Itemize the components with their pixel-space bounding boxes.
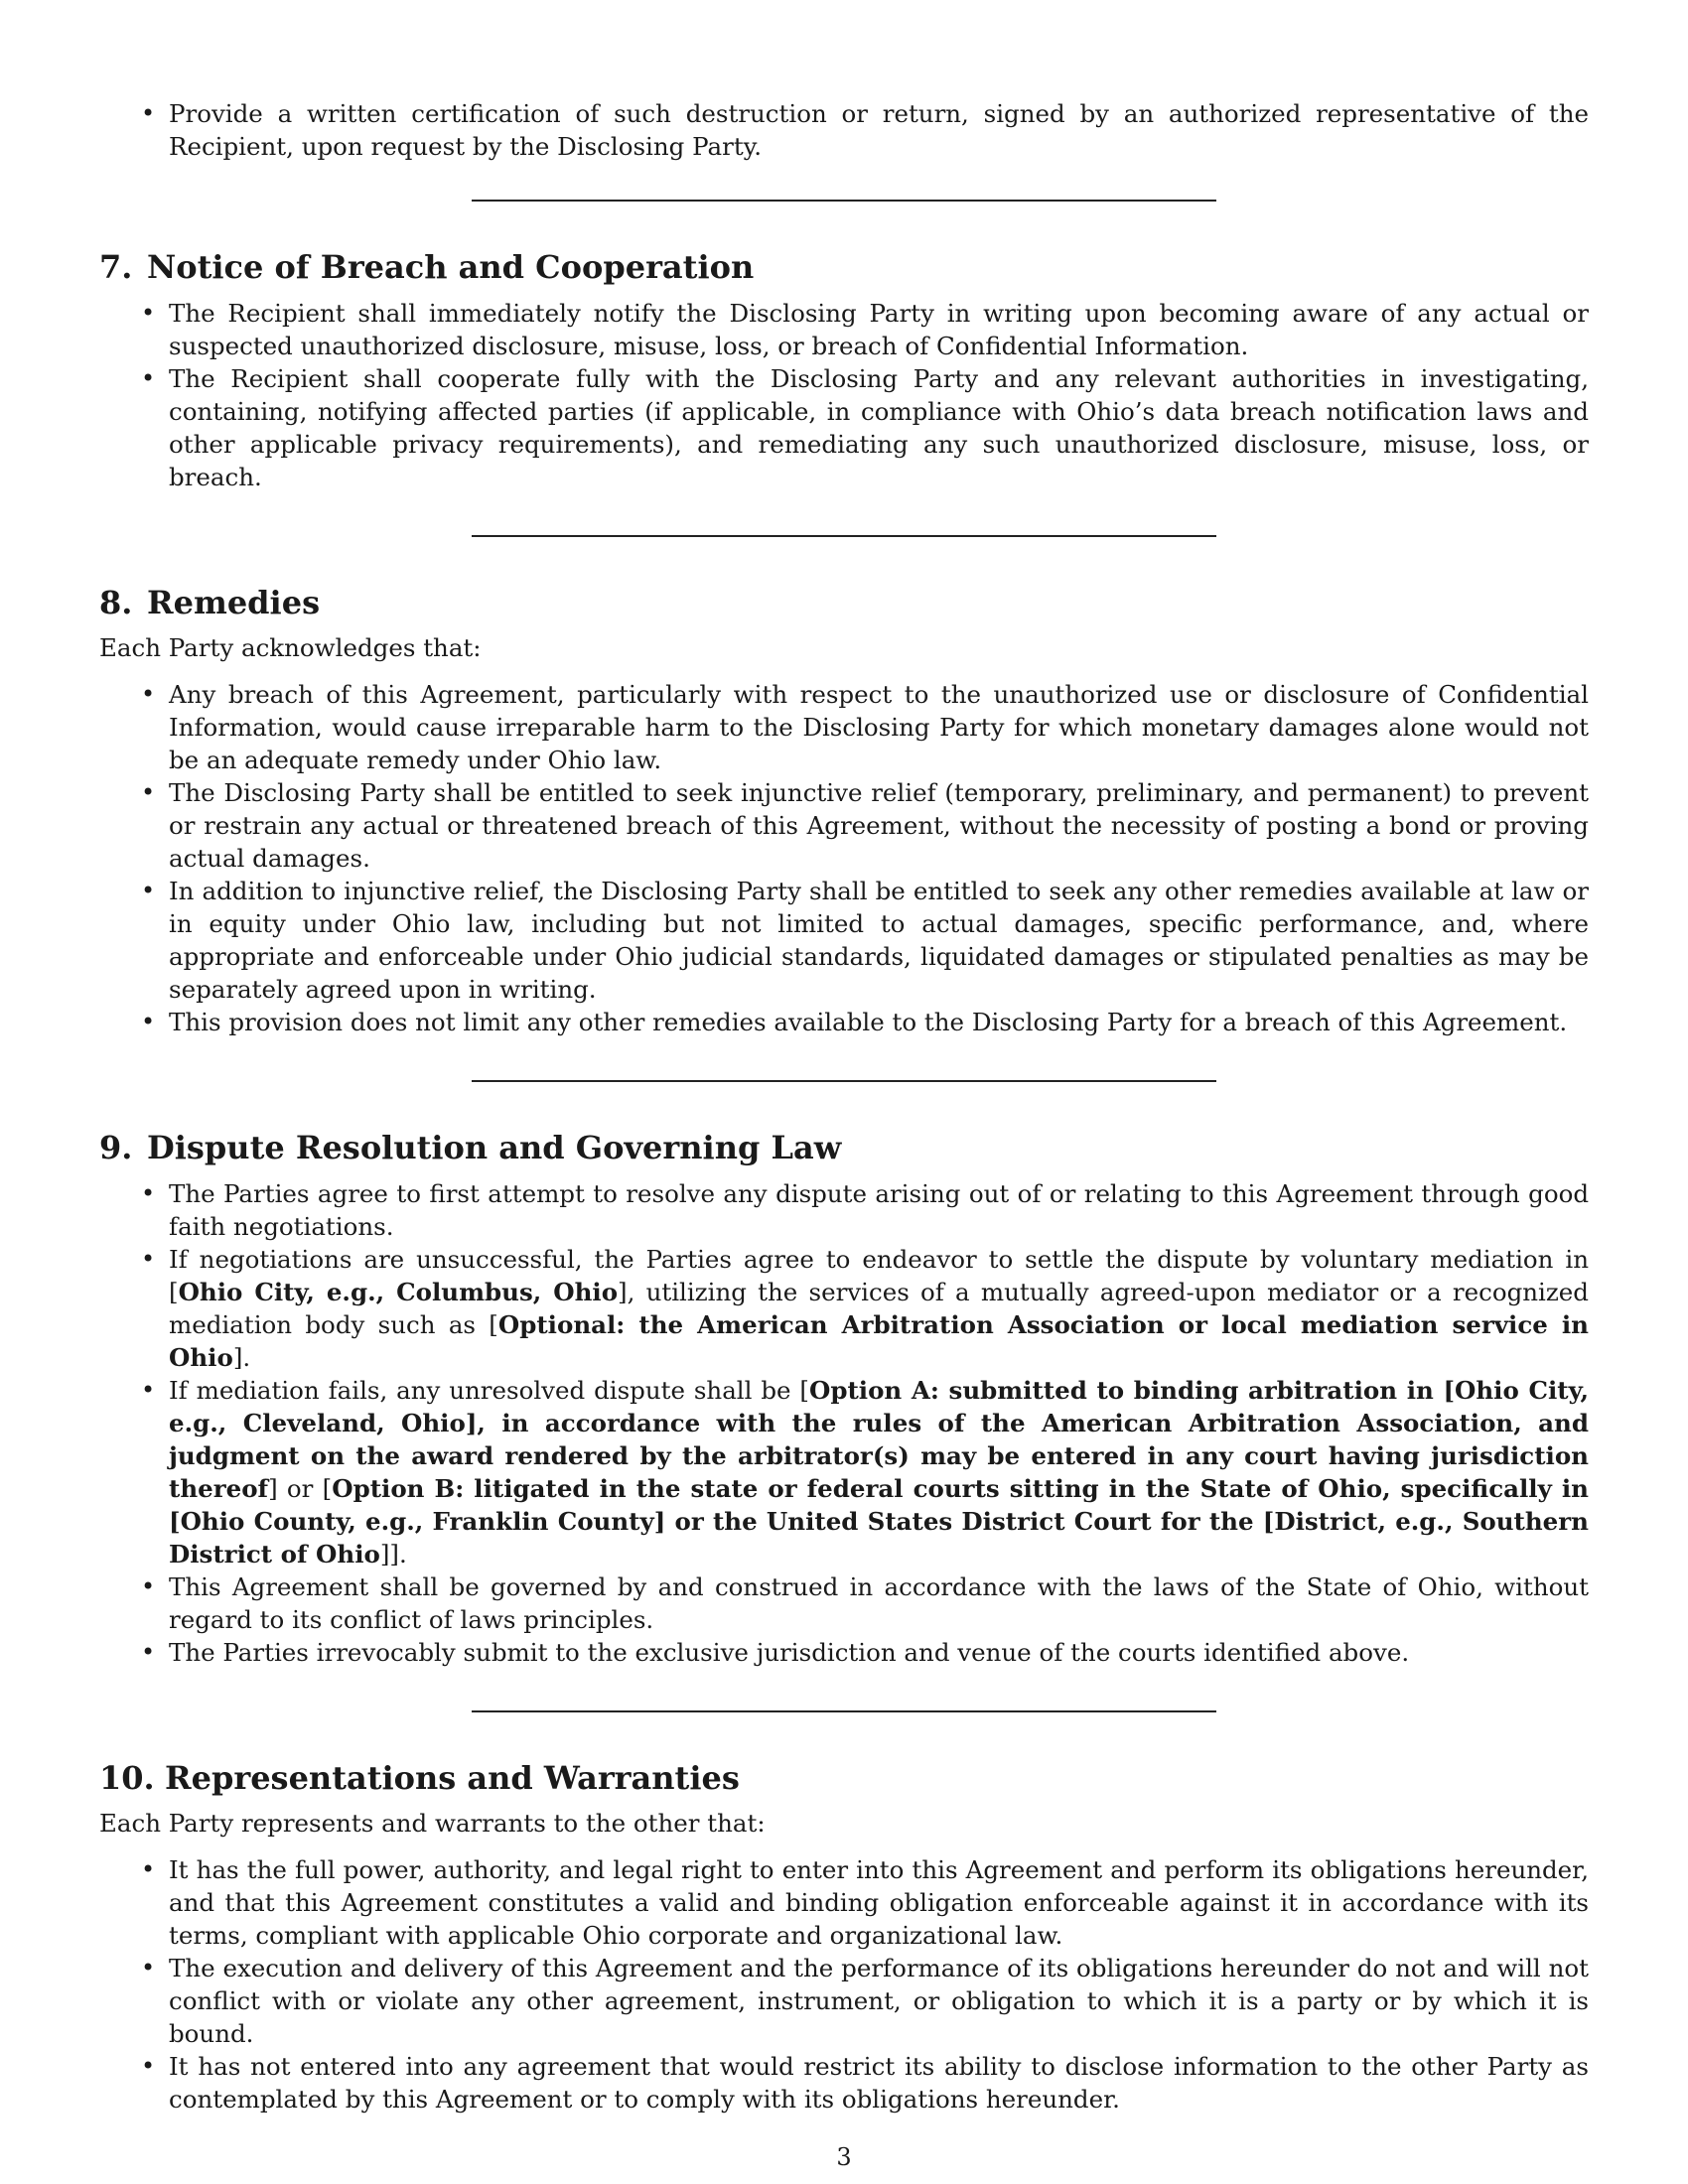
list-item <box>99 1243 1589 1374</box>
placeholder-option-a: Option A: submitted to binding arbitration in [Ohio City, e.g., Cleveland, Ohio], in accordance with the rules of the American Arbitration Association, and judgment on the award rendered by the arbitrator(s) may be entered in any court having jurisdiction thereof <box>169 1376 1589 1503</box>
document-page <box>99 97 1589 2116</box>
section-title: Representations and Warranties <box>165 1759 740 1797</box>
list-item <box>99 1374 1589 1570</box>
placeholder-option-b: Option B: litigated in the state or federal courts sitting in the State of Ohio, specifically in [Ohio County, e.g., Franklin County] or the United States District Court for the [District, e.g., Southern District of Ohio <box>169 1474 1589 1569</box>
list-item: • It has the full power, authority, and legal right to enter into this Agreement and perform its obligations hereunder, and that this Agreement constitutes a valid and binding obligation enforceable against it in accordance with its terms, compliant with applicable Ohio corporate and organizational law. <box>99 1853 1589 1952</box>
section-divider <box>472 1710 1216 1712</box>
list-section-7 <box>99 297 1589 493</box>
section-divider <box>472 535 1216 537</box>
placeholder-ohio-city: Ohio City, e.g., Columbus, Ohio <box>178 1278 619 1306</box>
text-run: ]. <box>232 1343 251 1372</box>
list-item: • The Recipient shall cooperate fully with the Disclosing Party and any relevant authorities in investigating, containing, notifying affected parties (if applicable, in compliance with Ohio’s data breach notification laws and other applicable privacy requirements), and remediating any such unauthorized disclosure, misuse, loss, or breach. <box>99 362 1589 493</box>
text-run: ] or [ <box>268 1474 333 1503</box>
section-divider <box>472 200 1216 202</box>
section-title: Dispute Resolution and Governing Law <box>147 1129 842 1166</box>
section-heading-9 <box>99 1128 1589 1167</box>
section-heading-10 <box>99 1758 1589 1798</box>
list-item: • The Recipient shall immediately notify the Disclosing Party in writing upon becoming aware of any actual or suspected unauthorized disclosure, misuse, loss, or breach of Confidential Information. <box>99 297 1589 362</box>
section-number: 8. <box>99 584 133 621</box>
list-item: • The Parties agree to first attempt to resolve any dispute arising out of or relating to this Agreement through good faith negotiations. <box>99 1177 1589 1243</box>
list-item: • Any breach of this Agreement, particularly with respect to the unauthorized use or disclosure of Confidential Information, would cause irreparable harm to the Disclosing Party for which monetary damages alone would not be an adequate remedy under Ohio law. <box>99 678 1589 776</box>
list-item: • The Parties irrevocably submit to the exclusive jurisdiction and venue of the courts identified above. <box>99 1636 1589 1669</box>
list-item: • It has not entered into any agreement that would restrict its ability to disclose information to the other Party as contemplated by this Agreement or to comply with its obligations hereunder. <box>99 2050 1589 2116</box>
section-divider <box>472 1080 1216 1082</box>
list-section-8 <box>99 678 1589 1038</box>
list-item: • The execution and delivery of this Agreement and the performance of its obligations hereunder do not and will not conflict with or violate any other agreement, instrument, or obligation to which it is a party or by which it is bound. <box>99 1952 1589 2050</box>
list-item: • The Disclosing Party shall be entitled to seek injunctive relief (temporary, preliminary, and permanent) to prevent or restrain any actual or threatened breach of this Agreement, without the necessity of posting a bond or proving actual damages. <box>99 776 1589 875</box>
section-intro: Each Party represents and warrants to the other that: <box>99 1809 766 1838</box>
page-number: 3 <box>836 2143 852 2171</box>
section-title: Remedies <box>147 584 321 621</box>
section-number: 7. <box>99 248 133 286</box>
text-run: ], utilizing the services of a mutually agreed-upon mediator or a recognized mediation body such as [ <box>169 1278 1589 1339</box>
section-heading-7 <box>99 247 1589 287</box>
list-item: • This Agreement shall be governed by and construed in accordance with the laws of the State of Ohio, without regard to its conflict of laws principles. <box>99 1570 1589 1636</box>
text-run: If mediation fails, any unresolved dispute shall be [ <box>169 1376 809 1405</box>
text-run: If negotiations are unsuccessful, the Parties agree to endeavor to settle the dispute by voluntary mediation in [ <box>169 1245 1589 1306</box>
list-section-10 <box>99 1853 1589 2116</box>
list-item: • Provide a written certification of such destruction or return, signed by an authorized representative of the Recipient, upon request by the Disclosing Party. <box>99 97 1589 163</box>
list-section-9 <box>99 1177 1589 1669</box>
text-run: ]]. <box>379 1540 407 1569</box>
section-number: 10. <box>99 1759 155 1797</box>
section-title: Notice of Breach and Cooperation <box>147 248 755 286</box>
list-item: • In addition to injunctive relief, the Disclosing Party shall be entitled to seek any other remedies available at law or in equity under Ohio law, including but not limited to actual damages, specific performance, and, where appropriate and enforceable under Ohio judicial standards, liquidated damages or stipulated penalties as may be separately agreed upon in writing. <box>99 875 1589 1006</box>
section-number: 9. <box>99 1129 133 1166</box>
section-intro: Each Party acknowledges that: <box>99 633 482 662</box>
list-item: • This provision does not limit any other remedies available to the Disclosing Party for a breach of this Agreement. <box>99 1006 1589 1038</box>
placeholder-mediation-body: Optional: the American Arbitration Association or local mediation service in Ohio <box>169 1310 1589 1372</box>
section-heading-8 <box>99 583 1589 622</box>
list-destruction <box>99 97 1589 163</box>
